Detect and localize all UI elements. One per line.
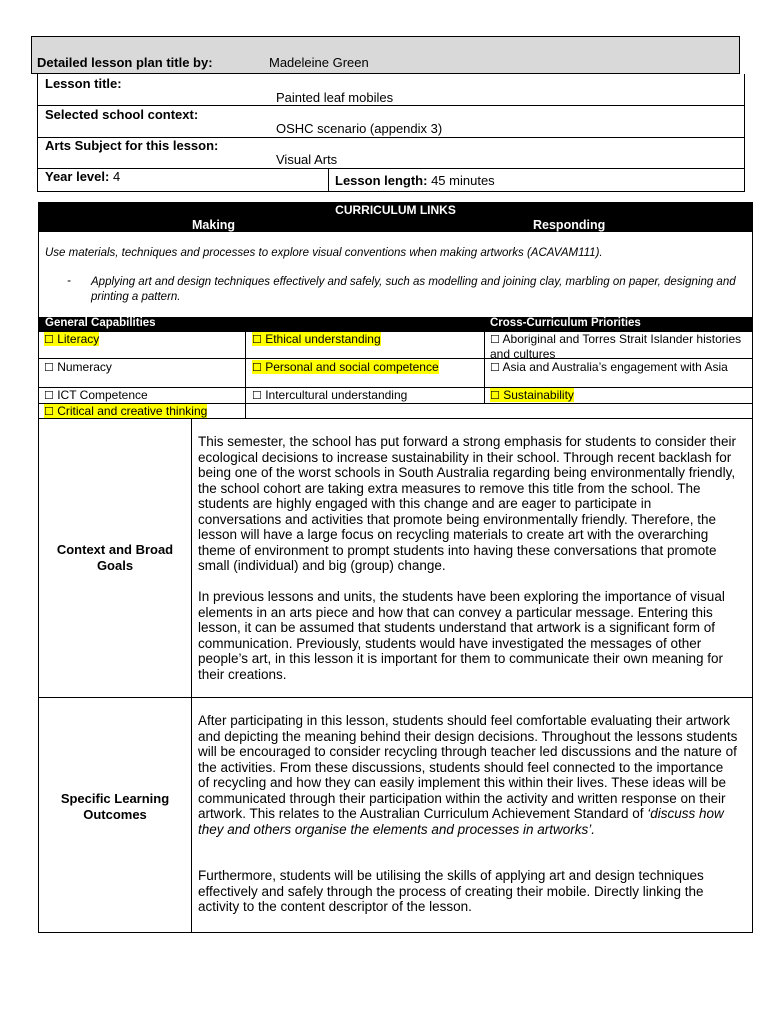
year-level <box>45 169 120 184</box>
outcomes-divider <box>191 697 192 933</box>
context-paragraph-1: This semester, the school has put forward a strong emphasis for students to consider their ecological decisions to increase sustainability in their school. Through recent backlash for being one of the worst schools in South Australia regarding being environmentally friendly, the school cohort are taking extra measures to remove this title from the school. The students are highly engaged with this change and are eager to participate in conversations and activities that promote being environmentally friendly. Therefore, the lesson will have a large focus on recycling materials to create art with the overarching theme of environment to prompt students into having these conversations that promote small (individual) and big (group) change. <box>198 434 737 573</box>
cap-aboriginal: ☐ Aboriginal and Torres Strait Islander histories and cultures <box>490 332 742 361</box>
year-level-value: 4 <box>112 169 121 184</box>
responding-label: Responding <box>533 218 606 232</box>
arts-subject-label: Arts Subject for this lesson: <box>45 138 219 153</box>
context-divider <box>191 419 192 698</box>
lesson-title-label: Lesson title: <box>45 76 122 91</box>
lesson-title-value: Painted leaf mobiles <box>276 90 394 105</box>
checkbox-icon: ☐ <box>44 406 54 418</box>
school-context-value: OSHC scenario (appendix 3) <box>276 121 443 136</box>
bullet-dash: - <box>67 275 71 287</box>
context-paragraph-2: In previous lessons and units, the students have been exploring the importance of visual elements in an arts piece and how that can convey a particular message. Entering this lesson, it can be assumed that students understand that artwork is a significant form of communication. Previously, students would have investigated the messages of other people’s art, in this lesson it is important for them to communicate their own meaning for their creations. <box>198 589 725 682</box>
checkbox-icon: ☐ <box>252 362 262 374</box>
context-label: Context and Broad Goals <box>56 542 174 573</box>
author-name: Madeleine Green <box>269 55 369 70</box>
cap-ethical: ☐ Ethical understanding <box>252 332 381 346</box>
outcomes-label: Specific Learning Outcomes <box>60 791 170 822</box>
outcomes-paragraph-1: After participating in this lesson, students should feel comfortable evaluating their artwork and depicting the meaning behind their design decisions. Throughout the lessons students will be encouraged to consider recycling through teacher led discussions and the nature of the activities. From these discussions, students should feel connected to the importance of recycling and how they can easily implement this within their lives. These ideas will be communicated through their participation within the activity and written response on their artwork. This relates to the Australian Curriculum Achievement Standard of ‘discuss how they and others organise the elements and processes in artworks’. <box>198 713 738 837</box>
cap-ict: ☐ ICT Competence <box>44 388 148 402</box>
cap-literacy: ☐ Literacy <box>44 332 100 346</box>
content-bullet: Applying art and design techniques effectively and safely, such as modelling and joining clay, marbling on paper, designing and printing a pattern. <box>91 276 736 303</box>
checkbox-icon: ☐ <box>252 334 262 346</box>
making-label: Making <box>192 218 236 232</box>
lesson-length-value: 45 minutes <box>431 173 495 188</box>
cross-curriculum-label: Cross-Curriculum Priorities <box>490 317 641 329</box>
checkbox-icon: ☐ <box>44 390 54 402</box>
content-descriptor: Use materials, techniques and processes to explore visual conventions when making artworks (ACAVAM111). <box>45 247 603 259</box>
lesson-length-label: Lesson length: <box>335 173 428 188</box>
checkbox-icon: ☐ <box>44 362 54 374</box>
general-capabilities-label: General Capabilities <box>45 317 156 329</box>
achievement-standard-quote: ‘discuss how they and others organise the elements and processes in artworks’. <box>198 806 724 837</box>
checkbox-icon: ☐ <box>490 362 500 374</box>
cap-sustainability: ☐ Sustainability <box>490 388 574 402</box>
school-context-label: Selected school context: <box>45 107 199 122</box>
cap-critical: ☐ Critical and creative thinking <box>44 404 208 418</box>
outcomes-paragraph-2: Furthermore, students will be utilising the skills of applying art and design techniques effectively and safely through the process of creating their mobile. Directly linking the activity to the content descriptor of the lesson. <box>198 868 704 914</box>
checkbox-icon: ☐ <box>490 390 500 402</box>
checkbox-icon: ☐ <box>490 334 500 346</box>
curriculum-links-title: CURRICULUM LINKS <box>335 203 456 217</box>
arts-subject-value: Visual Arts <box>276 152 338 167</box>
grid-vline-1 <box>245 332 246 419</box>
title-label: Detailed lesson plan title by: <box>37 55 213 70</box>
lesson-length <box>335 173 495 188</box>
cap-personal: ☐ Personal and social competence <box>252 360 439 374</box>
cap-intercultural: ☐ Intercultural understanding <box>252 388 408 402</box>
cap-numeracy: ☐ Numeracy <box>44 360 112 374</box>
grid-vline-2 <box>484 332 485 404</box>
checkbox-icon: ☐ <box>252 390 262 402</box>
year-level-label: Year level: <box>45 169 110 184</box>
cap-asia: ☐ Asia and Australia’s engagement with Asia <box>490 360 728 374</box>
checkbox-icon: ☐ <box>44 334 54 346</box>
year-row-divider <box>328 169 329 192</box>
